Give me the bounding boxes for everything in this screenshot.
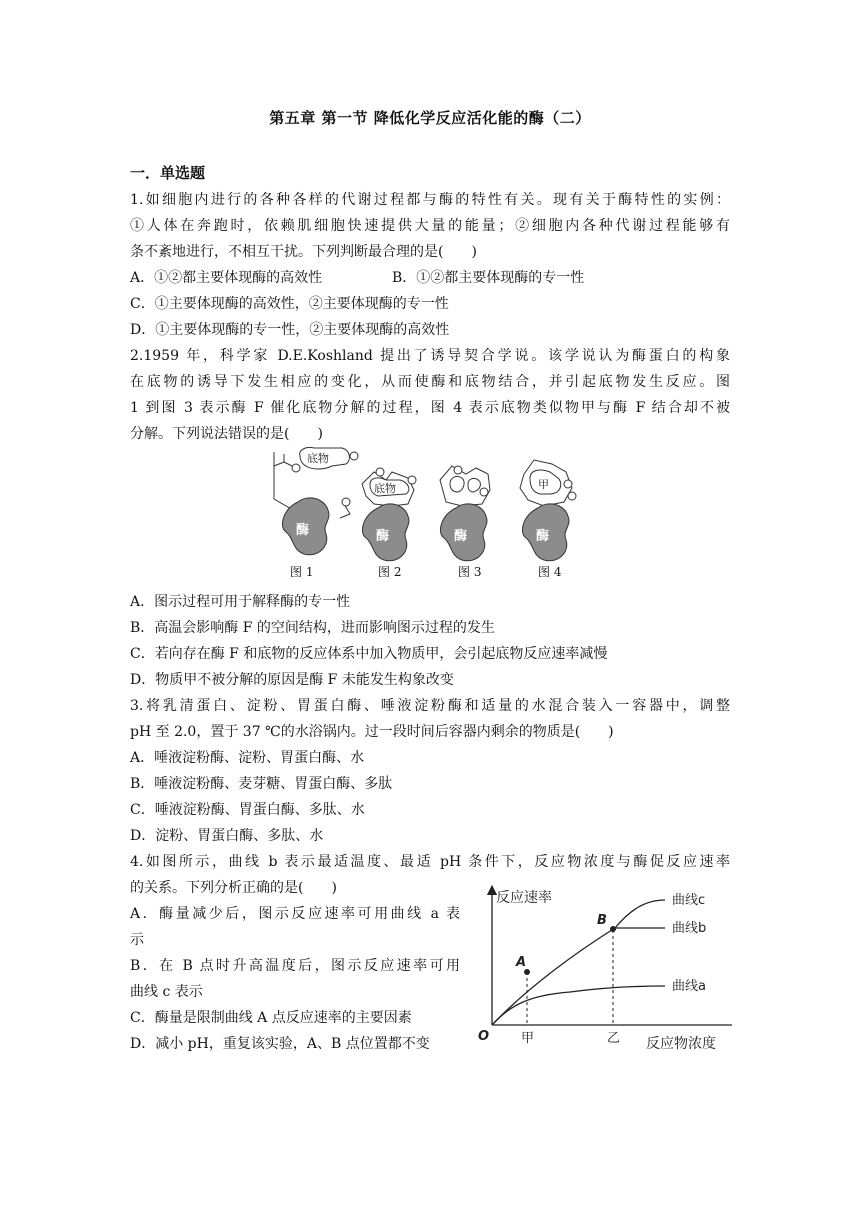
enzyme-diagram (262, 444, 592, 564)
q2-line-4: 分解。下列说法错误的是( ) (130, 426, 323, 442)
q3-option-c[interactable]: C．唾液淀粉酶、胃蛋白酶、多肽、水 (130, 802, 365, 818)
figure-4 (520, 460, 576, 561)
figure-2 (362, 468, 416, 561)
fig3-caption: 图 3 (458, 565, 482, 579)
tick-yi: 乙 (607, 1031, 621, 1046)
fig2-substrate-label: 底物 (374, 482, 396, 495)
fig1-enzyme-label: 酶 (296, 523, 310, 538)
q3-option-a[interactable]: A．唾液淀粉酶、淀粉、胃蛋白酶、水 (130, 750, 365, 766)
origin-label: O (478, 1029, 490, 1044)
q1-option-d[interactable]: D．①主要体现酶的专一性，②主要体现酶的高效性 (130, 322, 450, 338)
figure-1 (274, 447, 358, 554)
q4-option-a-line-1[interactable]: A．酶量减少后，图示反应速率可用曲线 a 表 (130, 906, 460, 922)
figure-3 (440, 466, 490, 561)
q2-option-b[interactable]: B．高温会影响酶 F 的空间结构，进而影响图示过程的发生 (130, 620, 495, 636)
q2-line-3: 1 到图 3 表示酶 F 催化底物分解的过程，图 4 表示底物类似物甲与酶 F 结合却不被 (130, 400, 730, 416)
q2-line-1: 2.1959 年，科学家 D.E.Koshland 提出了诱导契合学说。该学说认为酶蛋白的构象 (130, 348, 730, 364)
curve-a-label: 曲线a (672, 979, 706, 994)
page-title: 第五章 第一节 降低化学反应活化能的酶（二） (269, 109, 591, 127)
q1-line-3: 条不紊地进行，不相互干扰。下列判断最合理的是( ) (130, 244, 477, 260)
q4-option-d[interactable]: D．减小 pH，重复该实验，A、B 点位置都不变 (130, 1036, 430, 1052)
q3-option-b[interactable]: B．唾液淀粉酶、麦芽糖、胃蛋白酶、多肽 (130, 776, 393, 792)
q3-option-d[interactable]: D．淀粉、胃蛋白酶、多肽、水 (130, 828, 324, 844)
tick-jia: 甲 (521, 1031, 535, 1046)
q4-line-2: 的关系。下列分析正确的是( ) (130, 880, 337, 896)
rate-graph-svg (470, 880, 740, 1050)
fig4-caption: 图 4 (538, 565, 562, 579)
fig1-substrate-label: 底物 (307, 452, 329, 465)
q3-line-1: 3.将乳清蛋白、淀粉、胃蛋白酶、唾液淀粉酶和适量的水混合装入一容器中，调整 (130, 698, 730, 714)
fig3-enzyme-label: 酶 (454, 529, 468, 544)
fig4-analog-label: 甲 (538, 478, 549, 491)
q4-option-b-line-1[interactable]: B．在 B 点时升高温度后，图示反应速率可用 (130, 958, 460, 974)
y-axis-label: 反应速率 (496, 890, 552, 906)
q1-line-1: 1.如细胞内进行的各种各样的代谢过程都与酶的特性有关。现有关于酶特性的实例： (130, 192, 730, 208)
fig4-enzyme-label: 酶 (536, 529, 550, 544)
enzyme-induced-fit-figure (262, 444, 592, 584)
curve-a (492, 986, 665, 1025)
fig2-caption: 图 2 (378, 565, 402, 579)
q2-option-d[interactable]: D．物质甲不被分解的原因是酶 F 未能发生构象改变 (130, 672, 454, 688)
q2-option-c[interactable]: C．若向存在酶 F 和底物的反应体系中加入物质甲，会引起底物反应速率减慢 (130, 646, 608, 662)
q4-option-c[interactable]: C．酶量是限制曲线 A 点反应速率的主要因素 (130, 1010, 412, 1026)
q4-option-a-line-2[interactable]: 示 (130, 932, 144, 948)
point-a-label: A (516, 955, 527, 970)
q1-line-2: ①人体在奔跑时，依赖肌细胞快速提供大量的能量；②细胞内各种代谢过程能够有 (130, 218, 730, 234)
curve-b-label: 曲线b (672, 921, 707, 936)
fig1-caption: 图 1 (290, 565, 314, 579)
q2-option-a[interactable]: A．图示过程可用于解释酶的专一性 (130, 594, 351, 610)
section-heading: 一．单选题 (130, 164, 206, 182)
curve-c-label: 曲线c (672, 893, 706, 908)
reaction-rate-graph (470, 880, 740, 1050)
point-b-marker (610, 926, 616, 932)
x-axis-label: 反应物浓度 (646, 1036, 716, 1050)
q2-line-2: 在底物的诱导下发生相应的变化，从而使酶和底物结合，并引起底物发生反应。图 (130, 374, 730, 390)
point-b-label: B (597, 913, 607, 928)
q4-line-1: 4.如图所示，曲线 b 表示最适温度、最适 pH 条件下，反应物浓度与酶促反应速率 (130, 854, 730, 870)
q4-option-b-line-2[interactable]: 曲线 c 表示 (130, 984, 203, 1000)
q1-option-a[interactable]: A．①②都主要体现酶的高效性 (130, 270, 323, 286)
fig2-enzyme-label: 酶 (376, 529, 390, 544)
q3-line-2: pH 至 2.0，置于 37 ℃的水浴锅内。过一段时间后容器内剩余的物质是( ) (130, 724, 614, 740)
q1-option-c[interactable]: C．①主要体现酶的高效性，②主要体现酶的专一性 (130, 296, 449, 312)
q1-option-b[interactable]: B．①②都主要体现酶的专一性 (392, 270, 585, 286)
